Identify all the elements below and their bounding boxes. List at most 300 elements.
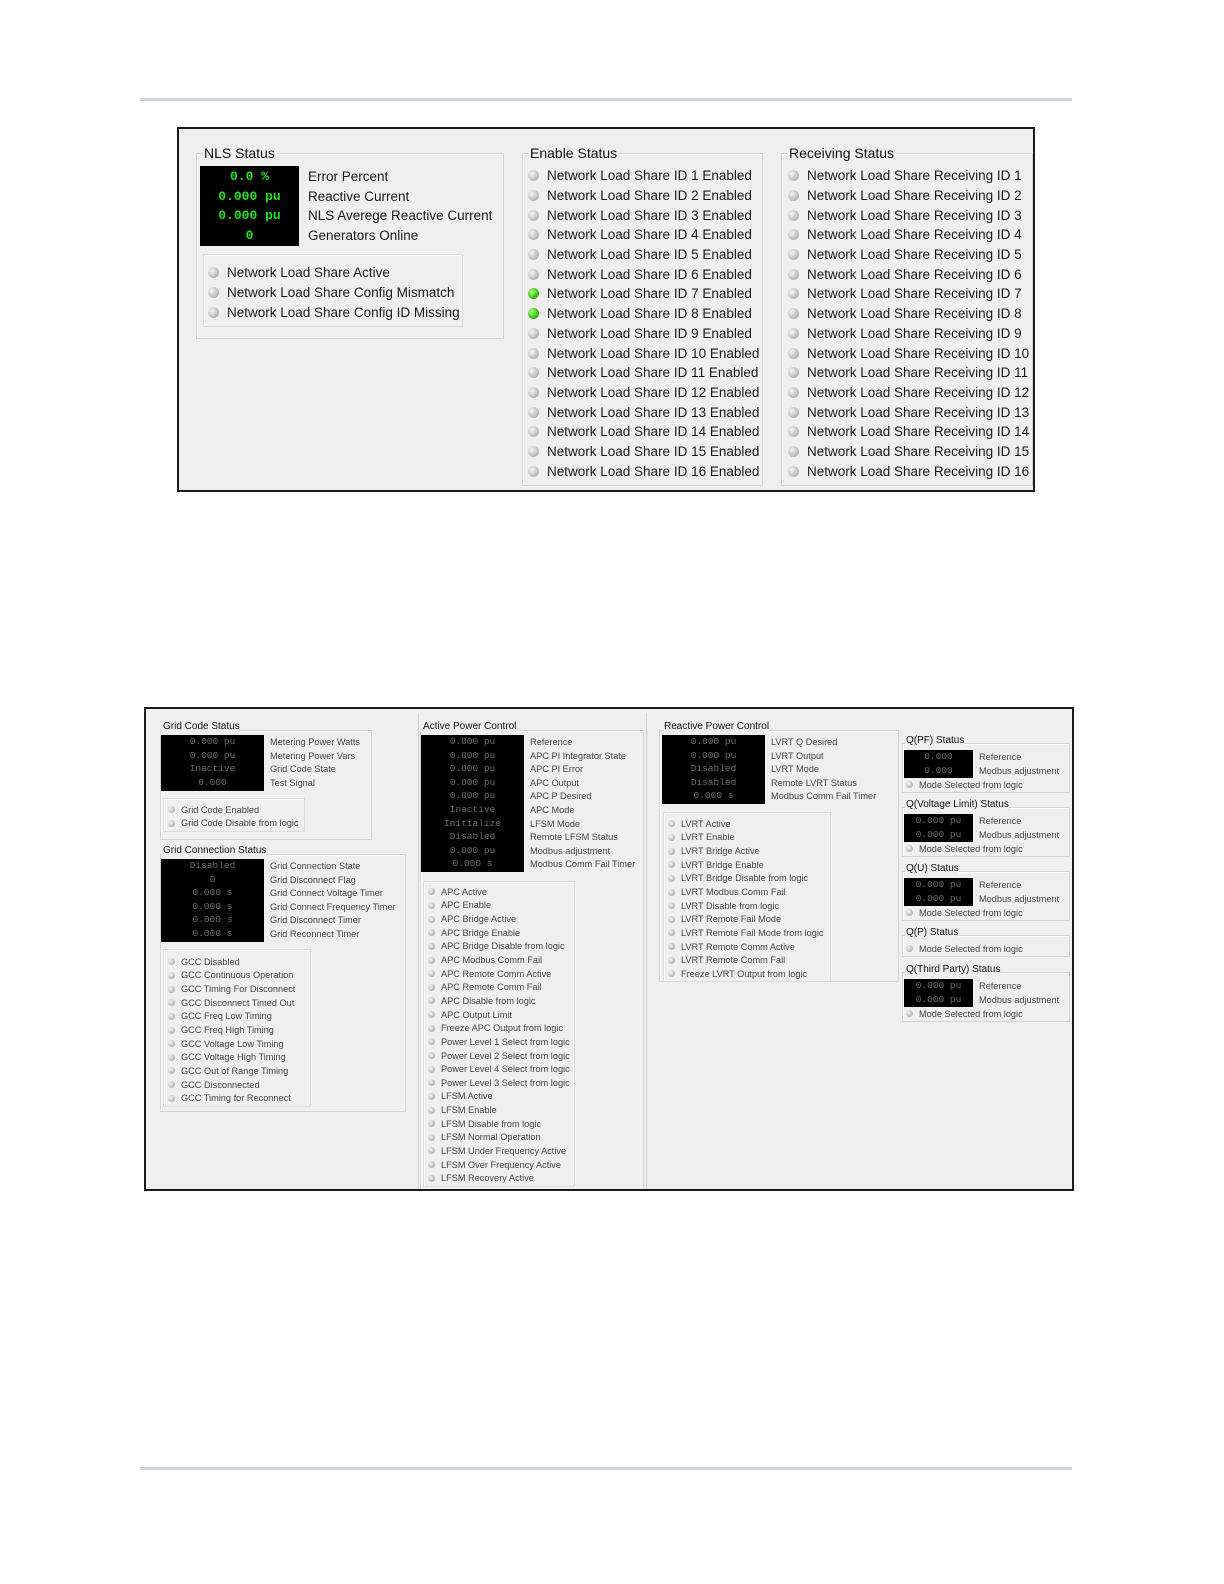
led-off-icon [906,945,913,952]
display-label: LVRT Mode [771,764,820,775]
indicator-label: Network Load Share Config Mismatch [227,285,455,301]
indicator-label: Network Load Share Receiving ID 16 [807,463,1030,479]
indicator-row [428,967,570,981]
grid-connection-labels [270,860,396,942]
indicator-label: Network Load Share Receiving ID 14 [807,424,1030,440]
rpc-indicator-list [668,817,823,981]
led-off-icon [788,249,799,260]
led-off-icon [668,889,675,896]
display-label: APC P Desired [530,791,592,802]
display-value: 0.000 pu [915,828,962,840]
display-label: LVRT Output [771,750,824,761]
indicator-row [168,817,298,831]
led-off-icon [788,229,799,240]
display-value: 0.000 pu [915,892,962,904]
column-divider [418,713,419,1189]
indicator-label: Network Load Share ID 11 Enabled [547,365,759,381]
indicator-row [528,186,759,206]
enable-status-list [528,166,759,481]
indicator-row [208,302,460,322]
indicator-row [528,245,759,265]
led-on-icon [528,308,539,319]
display-label: APC Mode [530,804,575,815]
led-off-icon [906,845,913,852]
reactive-power-control-title: Reactive Power Control [664,721,770,732]
led-off-icon [428,916,435,923]
indicator-row [788,402,1029,422]
indicator-label: Grid Code Enabled [181,804,260,815]
indicator-label: LFSM Enable [441,1105,497,1116]
indicator-label: LVRT Enable [681,832,735,843]
reactive-current-value: 0.000 pu [218,188,281,204]
indicator-row [428,912,570,926]
indicator-label: Network Load Share ID 9 Enabled [547,325,752,341]
led-off-icon [528,229,539,240]
display-value: 0.000 [924,764,953,776]
indicator-label: Network Load Share Receiving ID 4 [807,227,1022,243]
led-off-icon [788,426,799,437]
indicator-label: LVRT Remote Fail Mode [681,914,782,925]
display-value: 0.000 s [693,790,734,802]
indicator-row [528,343,759,363]
display-label: Metering Power Watts [270,737,361,747]
indicator-row [788,363,1029,383]
display-label: Modbus adjustment [979,893,1060,904]
display-label: Grid Code State [270,764,336,775]
indicator-label: Network Load Share Receiving ID 10 [807,345,1030,361]
led-off-icon [788,407,799,418]
grid-code-indicator-list [168,803,298,830]
display-value: 0.000 pu [915,993,962,1005]
q-voltage-limit-indicator-list [906,842,1023,856]
indicator-row [428,1076,570,1090]
led-off-icon [208,307,219,318]
nls-avg-reactive-current-label: NLS Averege Reactive Current [308,208,493,224]
led-off-icon [668,820,675,827]
indicator-label: APC Bridge Enable [441,927,521,938]
indicator-row [428,1090,570,1104]
led-off-icon [528,387,539,398]
q-third-party-display [904,979,973,1007]
grid-code-status-title: Grid Code Status [163,721,240,732]
grid-code-screenshot [144,707,1074,1191]
indicator-row [668,885,823,899]
indicator-label: Power Level 2 Select from logic [441,1050,570,1061]
led-off-icon [528,446,539,457]
led-off-icon [668,848,675,855]
led-off-icon [528,407,539,418]
q-third-party-indicator-list [906,1007,1023,1021]
led-off-icon [788,387,799,398]
display-label: Grid Connection State [270,861,361,871]
indicator-label: Network Load Share Receiving ID 13 [807,404,1030,420]
indicator-row [168,969,295,983]
led-off-icon [428,970,435,977]
indicator-label: Network Load Share ID 16 Enabled [547,463,760,479]
led-off-icon [668,902,675,909]
grid-code-display [161,735,264,791]
indicator-label: GCC Disabled [181,956,240,967]
indicator-label: LVRT Disable from logic [681,900,780,911]
led-off-icon [208,287,219,298]
indicator-row [788,284,1029,304]
indicator-row [668,940,823,954]
nls-status-display [200,166,299,246]
indicator-row [668,844,823,858]
display-value: Disabled [189,860,236,871]
led-off-icon [428,902,435,909]
led-off-icon [668,957,675,964]
indicator-label: Mode Selected from logic [919,943,1023,954]
indicator-row [528,461,759,481]
indicator-label: APC Bridge Disable from logic [441,941,565,952]
led-off-icon [428,1052,435,1059]
indicator-row [788,304,1029,324]
indicator-row [428,885,570,899]
led-off-icon [788,466,799,477]
indicator-row [428,899,570,913]
indicator-row [906,906,1023,920]
nls-avg-reactive-current-value: 0.000 pu [218,208,281,224]
led-off-icon [528,249,539,260]
display-label: APC Output [530,777,580,788]
receiving-status-title: Receiving Status [789,145,895,161]
grid-connection-status-title: Grid Connection Status [163,845,267,856]
indicator-label: Network Load Share ID 10 Enabled [547,345,760,361]
led-off-icon [668,834,675,841]
indicator-label: Network Load Share Receiving ID 2 [807,188,1022,204]
display-label: Reference [530,737,573,747]
indicator-row [788,166,1029,186]
led-off-icon [168,958,175,965]
indicator-row [788,205,1029,225]
indicator-row [788,343,1029,363]
display-value: 0.000 pu [915,815,962,826]
indicator-label: APC Enable [441,900,492,911]
nls-status-labels [308,167,492,246]
indicator-row [168,1050,295,1064]
indicator-row [168,1037,295,1051]
indicator-label: Network Load Share Receiving ID 8 [807,306,1022,322]
indicator-label: Mode Selected from logic [919,1008,1023,1019]
indicator-row [168,1091,295,1105]
indicator-label: GCC Disconnected [181,1079,260,1090]
indicator-row [428,1035,570,1049]
led-off-icon [428,1038,435,1045]
indicator-row [428,994,570,1008]
indicator-label: Network Load Share ID 3 Enabled [547,207,752,223]
led-off-icon [428,1066,435,1073]
indicator-row [668,926,823,940]
indicator-label: Network Load Share ID 5 Enabled [547,247,752,263]
indicator-label: APC Bridge Active [441,914,517,925]
indicator-row [428,1021,570,1035]
indicator-row [528,324,759,344]
display-label: LVRT Q Desired [771,737,838,747]
indicator-label: Network Load Share Receiving ID 6 [807,266,1022,282]
q-u-status-title: Q(U) Status [906,863,959,874]
display-label: Reference [979,981,1022,991]
indicator-label: LVRT Bridge Enable [681,859,764,870]
q-voltage-limit-display [904,814,973,842]
led-off-icon [668,916,675,923]
enable-status-title: Enable Status [530,145,618,161]
error-percent-value: 0.0 % [229,169,269,184]
led-off-icon [906,909,913,916]
q-u-labels [979,879,1059,906]
indicator-label: LFSM Recovery Active [441,1173,534,1184]
display-value: 0.000 pu [449,763,496,775]
error-percent-label: Error Percent [308,169,389,184]
reactive-current-label: Reactive Current [308,188,410,204]
led-off-icon [428,1093,435,1100]
indicator-label: LVRT Bridge Active [681,846,760,857]
indicator-row [428,926,570,940]
indicator-row [528,264,759,284]
led-off-icon [168,820,175,827]
indicator-row [428,1131,570,1145]
indicator-label: Network Load Share ID 14 Enabled [547,424,760,440]
led-off-icon [208,267,219,278]
display-value: 0.000 pu [189,749,236,761]
display-value: Disabled [449,831,496,843]
indicator-label: GCC Voltage Low Timing [181,1038,284,1049]
led-off-icon [428,1107,435,1114]
display-value: Inactive [449,803,496,815]
indicator-label: Network Load Share Receiving ID 11 [807,365,1029,381]
q-pf-indicator-list [906,778,1023,792]
generators-online-label: Generators Online [308,228,419,244]
led-off-icon [168,1095,175,1102]
display-label: Reference [979,752,1022,762]
display-value: 0.000 [198,776,227,788]
indicator-label: GCC Disconnect Timed Out [181,997,295,1008]
nls-indicator-list [208,263,460,322]
led-off-icon [528,367,539,378]
display-value: Initialize [443,817,501,829]
indicator-label: GCC Out of Range Timing [181,1065,289,1076]
indicator-label: Network Load Share ID 1 Enabled [547,168,752,184]
indicator-row [788,442,1029,462]
led-off-icon [788,308,799,319]
led-off-icon [906,781,913,788]
column-divider [646,713,647,1189]
indicator-row [788,422,1029,442]
indicator-label: Network Load Share Receiving ID 3 [807,207,1022,223]
indicator-label: APC Modbus Comm Fail [441,955,543,966]
rpc-labels [771,736,876,804]
indicator-label: Power Level 4 Select from logic [441,1064,570,1075]
apc-indicator-list [428,885,570,1185]
indicator-row [668,858,823,872]
nls-status-title: NLS Status [204,145,275,161]
indicator-label: LVRT Bridge Disable from logic [681,873,809,884]
led-off-icon [528,328,539,339]
display-label: APC PI Integrator State [530,750,627,761]
indicator-row [788,225,1029,245]
led-off-icon [428,929,435,936]
indicator-row [788,245,1029,265]
footer-rule [140,1467,1072,1470]
led-off-icon [428,957,435,964]
display-value: 0.000 pu [449,749,496,761]
indicator-row [528,205,759,225]
display-value: 0.000 s [452,858,493,870]
display-label: Modbus adjustment [979,994,1060,1005]
indicator-label: APC Remote Comm Fail [441,982,542,993]
indicator-label: APC Active [441,886,487,897]
indicator-row [668,872,823,886]
led-off-icon [528,348,539,359]
display-label: Reference [979,816,1022,826]
display-label: Grid Reconnect Timer [270,928,360,939]
led-off-icon [668,970,675,977]
q-u-display [904,878,973,906]
led-off-icon [428,1025,435,1032]
indicator-row [668,967,823,981]
display-label: Reference [979,880,1022,890]
generators-online-value: 0 [245,228,254,244]
display-label: Modbus Comm Fail Timer [771,791,877,802]
led-off-icon [428,888,435,895]
indicator-label: Power Level 3 Select from logic [441,1077,570,1088]
indicator-row [528,402,759,422]
q-third-party-status-title: Q(Third Party) Status [906,964,1001,975]
led-off-icon [528,190,539,201]
indicator-row [428,953,570,967]
display-value: 0.000 pu [449,844,496,856]
indicator-row [208,283,460,303]
indicator-row [906,842,1023,856]
indicator-row [528,422,759,442]
led-off-icon [168,986,175,993]
indicator-row [906,942,1023,956]
display-value: 0.000 s [192,914,233,926]
display-label: Modbus adjustment [979,765,1060,776]
indicator-row [428,1171,570,1185]
display-label: Grid Connect Voltage Timer [270,888,383,899]
display-label: Modbus adjustment [979,829,1060,840]
display-label: Grid Connect Frequency Timer [270,901,396,912]
receiving-status-list [788,166,1029,481]
indicator-row [788,461,1029,481]
apc-display [421,735,524,872]
indicator-label: LVRT Remote Fail Mode from logic [681,927,824,938]
led-off-icon [788,170,799,181]
display-value: 0.000 pu [915,879,962,890]
rpc-display [662,735,765,804]
indicator-row [168,1078,295,1092]
indicator-row [428,1062,570,1076]
led-off-icon [428,1079,435,1086]
indicator-label: LVRT Active [681,818,731,829]
q-pf-status-title: Q(PF) Status [906,735,965,746]
led-off-icon [428,1147,435,1154]
indicator-label: LFSM Normal Operation [441,1132,541,1143]
indicator-label: Grid Code Disable from logic [181,818,299,829]
indicator-row [528,363,759,383]
led-off-icon [428,984,435,991]
indicator-label: LVRT Remote Comm Fail [681,955,786,966]
q-third-party-labels [979,980,1059,1007]
indicator-row [528,383,759,403]
led-off-icon [668,875,675,882]
indicator-label: Network Load Share ID 8 Enabled [547,306,752,322]
led-off-icon [168,999,175,1006]
led-off-icon [168,806,175,813]
display-value: 0.000 pu [690,749,737,761]
led-off-icon [668,861,675,868]
indicator-row [668,912,823,926]
led-off-icon [168,1027,175,1034]
indicator-row [668,953,823,967]
indicator-label: GCC Continuous Operation [181,970,294,981]
indicator-label: GCC Timing For Disconnect [181,984,296,995]
indicator-row [528,225,759,245]
display-value: 0.000 s [192,900,233,912]
indicator-label: Network Load Share ID 15 Enabled [547,443,760,459]
q-pf-display [904,750,973,778]
indicator-row [168,803,298,817]
indicator-label: Network Load Share Receiving ID 7 [807,286,1022,302]
led-off-icon [168,1067,175,1074]
indicator-label: GCC Freq Low Timing [181,1011,272,1022]
led-off-icon [168,1040,175,1047]
display-label: Modbus Comm Fail Timer [530,859,636,870]
led-off-icon [788,269,799,280]
display-value: 0.000 s [192,927,233,939]
led-off-icon [428,1175,435,1182]
display-label: LFSM Mode [530,818,581,829]
indicator-row [528,284,759,304]
indicator-label: Network Load Share Receiving ID 15 [807,443,1030,459]
led-off-icon [528,210,539,221]
indicator-label: GCC Voltage High Timing [181,1052,286,1063]
led-off-icon [668,929,675,936]
q-u-indicator-list [906,906,1023,920]
led-off-icon [168,1081,175,1088]
indicator-label: GCC Timing for Reconnect [181,1093,291,1104]
display-value: 0.000 pu [690,736,737,747]
led-off-icon [788,367,799,378]
led-off-icon [906,1010,913,1017]
indicator-label: APC Output Limit [441,1009,512,1020]
indicator-row [168,1023,295,1037]
indicator-label: Network Load Share ID 13 Enabled [547,404,760,420]
display-label: APC PI Error [530,764,584,775]
indicator-label: Network Load Share Receiving ID 9 [807,325,1022,341]
led-off-icon [428,1161,435,1168]
indicator-label: Network Load Share ID 7 Enabled [547,286,752,302]
indicator-label: Power Level 1 Select from logic [441,1036,570,1047]
led-off-icon [428,997,435,1004]
indicator-row [428,1158,570,1172]
led-off-icon [528,269,539,280]
nls-screenshot [177,127,1035,492]
led-off-icon [428,1134,435,1141]
grid-connection-display [161,859,264,942]
display-value: Inactive [189,763,236,775]
indicator-row [528,166,759,186]
display-value: 0.000 pu [915,980,962,991]
header-rule [140,98,1072,101]
indicator-row [428,1144,570,1158]
indicator-row [528,442,759,462]
led-off-icon [788,446,799,457]
indicator-label: LVRT Remote Comm Active [681,941,795,952]
indicator-label: Mode Selected from logic [919,779,1023,790]
indicator-row [208,263,460,283]
